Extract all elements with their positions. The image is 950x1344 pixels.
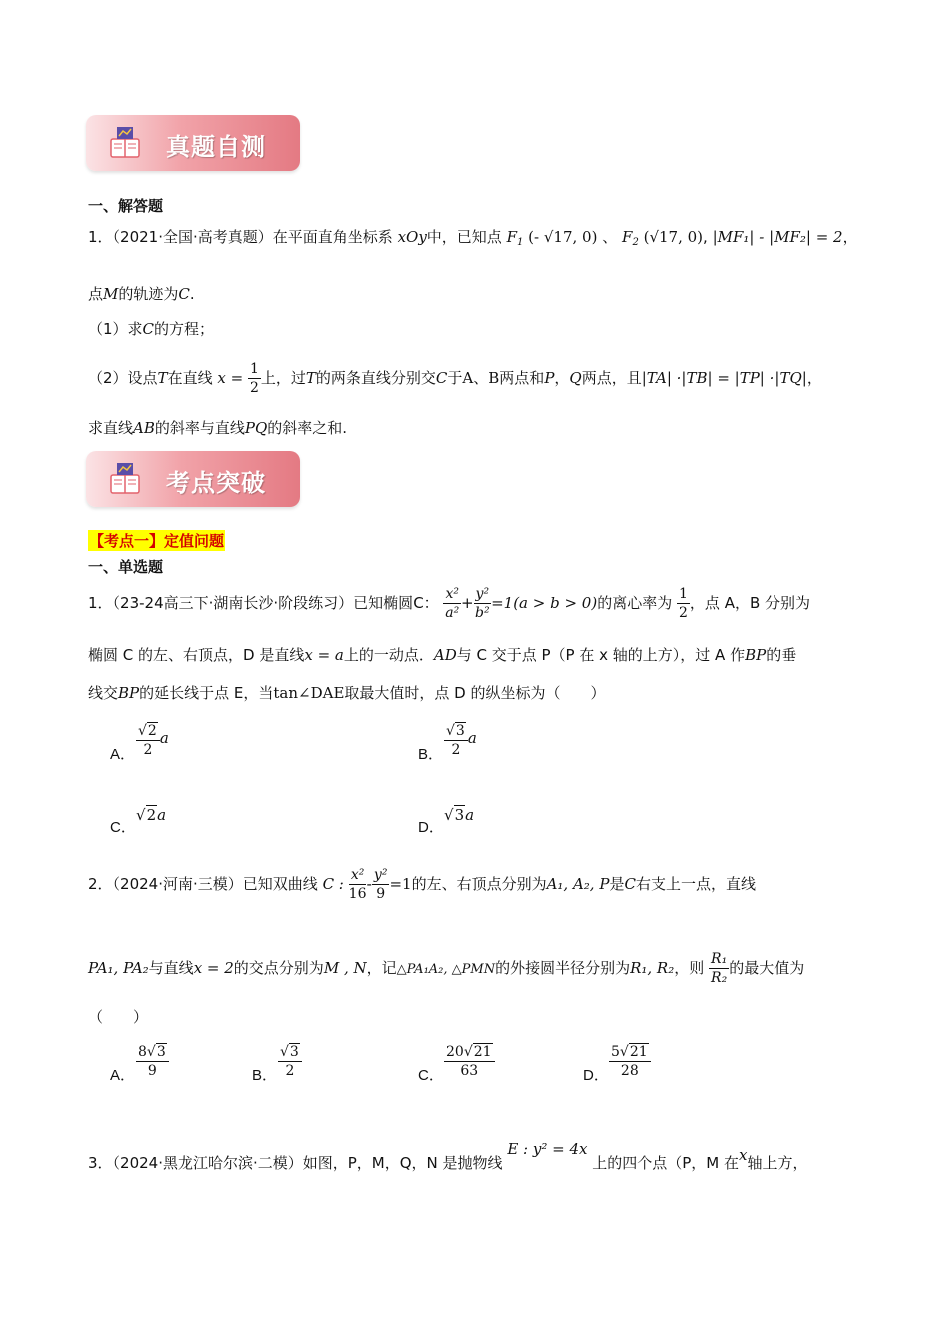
fraction-eccentricity: $\frac{1}{2}$ <box>679 586 688 621</box>
section-banner-real-exam <box>86 115 300 171</box>
section-heading: 一、解答题 <box>88 197 164 215</box>
math-xoy: xOy <box>397 228 427 246</box>
question-text: 中，已知点 <box>426 228 502 246</box>
option-d[interactable]: D．√3a <box>418 806 475 836</box>
fraction-x2-16: $\frac{\text{x²}}{16}$ <box>348 867 367 902</box>
question-1-line-1: 1．（2021·全国·高考真题）在平面直角坐标系 xOy中，已知点 $F_1$ (- √17, 0) 、 $F_2$ (√17, 0), |MF₁| - |MF₂| = 2， <box>88 228 858 248</box>
math-f1-value: (- √17, 0) <box>528 228 598 246</box>
option-c[interactable]: C．√2a <box>110 806 167 836</box>
math-f1: $F_1$ <box>506 228 524 248</box>
banner-title: 考点突破 <box>166 469 266 497</box>
math-f2: $F_2$ <box>622 228 639 248</box>
mc-question-1-line-3: 线交BP的延长线于点 E，当tan∠DAE取最大值时，点 D 的纵坐标为（ ） <box>88 684 606 702</box>
option-b[interactable]: B． $\frac{√3}{2}$ <box>252 1043 302 1085</box>
math-condition: |MF₁| - |MF₂| = 2 <box>712 228 843 246</box>
question-1-line-2: 点M的轨迹为C. <box>88 285 195 303</box>
section-banner-key-points <box>86 451 300 507</box>
question-1-line-last: 求直线AB的斜率与直线PQ的斜率之和. <box>88 419 348 437</box>
mc-question-2-paren: （ ） <box>88 1008 149 1026</box>
mc-question-1-line-2: 椭圆 C 的左、右顶点，D 是直线x = a上的一动点．AD与 C 交于点 P（P 在 x 轴的上方），过 A 作BP的垂 <box>88 646 797 664</box>
key-point-tag: 【考点一】定值问题 <box>89 532 225 550</box>
fraction-y2-9: $\frac{\text{y²}}{9}$ <box>373 867 388 902</box>
option-a[interactable]: A． $\frac{√2}{2}$ a <box>110 723 169 763</box>
option-b[interactable]: B． $\frac{√3}{2}$ a <box>418 723 477 763</box>
math-f2-value: (√17, 0) <box>643 228 704 246</box>
question-number: 1． <box>88 228 113 246</box>
math-condition-2: |TA| ·|TB| = |TP| ·|TQ| <box>641 369 807 387</box>
mc-question-1-line-1: 1．（23-24高三下·湖南长沙·阶段练习）已知椭圆C： $\frac{\text{x²}}{\text{a²}}$ + $\frac{\text{y²}}{\text{b²}}$ =1(a > b > 0)的离心率为 $\frac{1}{2}$ ，点 A，B 分别为 <box>88 586 811 621</box>
question-1-part-2: （2）设点T在直线 x = $\frac{1}{2}$ 上，过T的两条直线分别交C于A、B两点和P，Q两点，且|TA| ·|TB| = |TP| ·|TQ|， <box>88 361 822 396</box>
option-c[interactable]: C． $\frac{20√21}{63}$ <box>418 1043 495 1085</box>
banner-title: 真题自测 <box>166 133 266 161</box>
question-1-part-1: （1）求C的方程； <box>88 320 215 338</box>
fraction-r1-r2: $\frac{\text{R₁}}{\text{R₂}}$ <box>711 951 728 986</box>
math-c: C <box>178 285 190 303</box>
math-ellipse-condition: =1(a > b > 0) <box>491 594 598 612</box>
question-source: （2021·全国·高考真题） <box>112 228 273 246</box>
option-d[interactable]: D． $\frac{5√21}{28}$ <box>583 1043 651 1085</box>
book-icon <box>108 125 142 161</box>
book-icon <box>108 461 142 497</box>
math-m: M <box>103 285 119 303</box>
question-text: 在平面直角坐标系 <box>272 228 393 246</box>
fraction-x2-a2: $\frac{\text{x²}}{\text{a²}}$ <box>445 586 460 621</box>
mc-question-2-line-1: 2．（2024·河南·三模）已知双曲线 C : $\frac{\text{x²}}{16}$ - $\frac{\text{y²}}{9}$ =1的左、右顶点分别为A₁, A₂, P是C右支上一点，直线 <box>88 867 756 902</box>
section-heading: 一、单选题 <box>88 558 164 576</box>
option-a[interactable]: A． $\frac{8√3}{9}$ <box>110 1043 169 1085</box>
math-x-eq: x = <box>217 369 244 387</box>
mc-question-3-line-1: 3．（2024·黑龙江哈尔滨·二模）如图，P，M，Q，N 是抛物线 E : y² = 4x 上的四个点（P，M 在x轴上方， <box>88 1140 808 1172</box>
mc-question-2-line-2: PA₁, PA₂与直线x = 2的交点分别为M , N，记△PA₁A₂, △PMN的外接圆半径分别为R₁, R₂，则 $\frac{\text{R₁}}{\text{R₂}}$ 的最大值为 <box>88 951 805 986</box>
fraction-y2-b2: $\frac{\text{y²}}{\text{b²}}$ <box>475 586 490 621</box>
fraction-one-half: $\frac{1}{2}$ <box>249 361 259 396</box>
math-parabola: E : y² = 4x <box>507 1140 588 1158</box>
separator: 、 <box>602 228 618 246</box>
